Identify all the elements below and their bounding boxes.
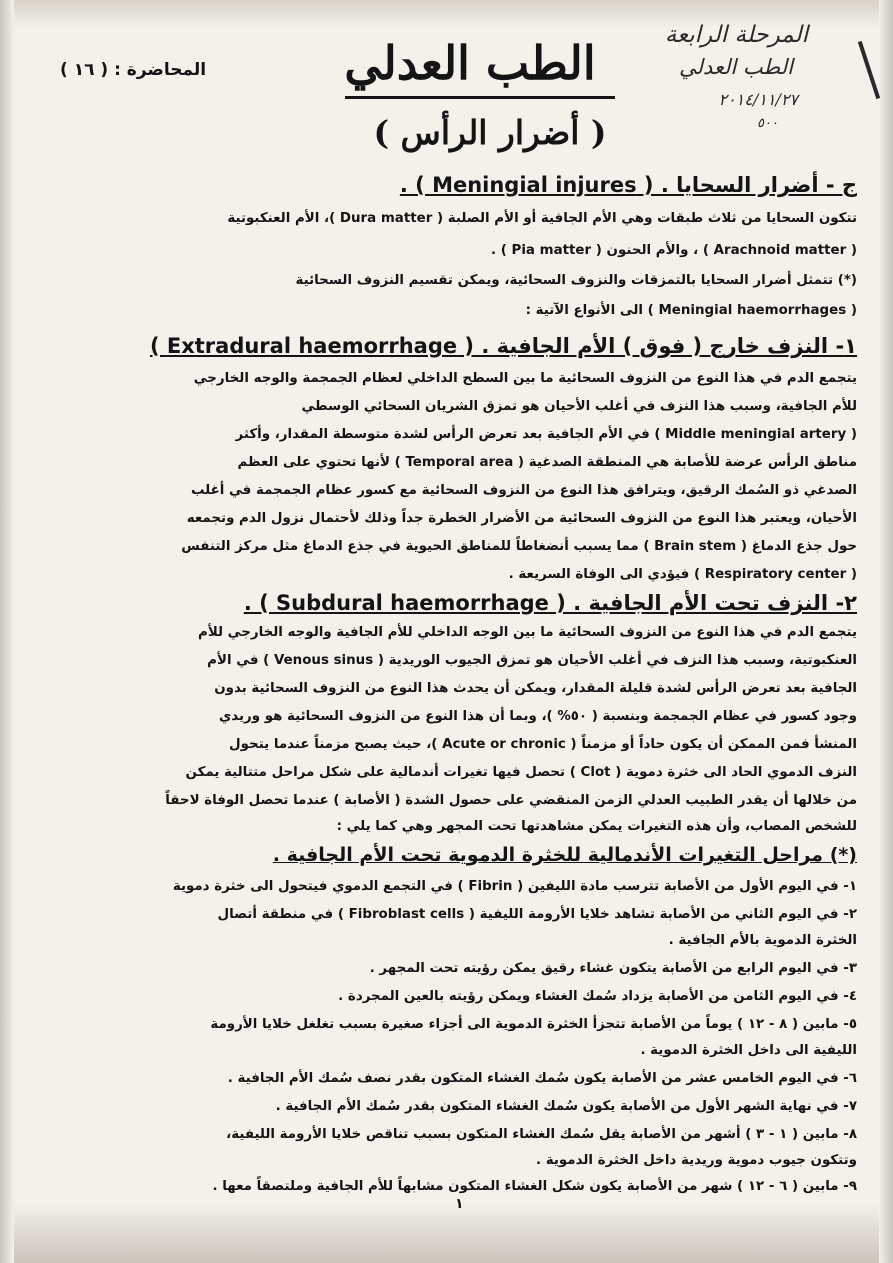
paragraph-line: ( Meningial haemorrhages ) الى الأنواع الآتية :	[525, 303, 857, 318]
scan-shadow-bottom	[0, 1203, 893, 1263]
handwritten-date: ٢٠١٤/١١/٢٧	[718, 90, 798, 109]
page-number: ١	[455, 1196, 464, 1212]
section-heading-extradural: ١- النزف خارج ( فوق ) الأم الجافية . ( Extradural haemorrhage )	[149, 334, 857, 358]
list-item: الليفية الى داخل الخثرة الدموية .	[640, 1043, 857, 1058]
list-item: ٤- في اليوم الثامن من الأصابة يزداد سُمك الغشاء ويمكن رؤيته بالعين المجردة .	[338, 989, 857, 1004]
paragraph-line: للأم الجافية، وسبب هذا النزف في أغلب الأحيان هو تمزق الشريان السحائي الوسطي	[301, 399, 857, 414]
list-item: ٧- في نهاية الشهر الأول من الأصابة يكون سُمك الغشاء المتكون بقدر سُمك الأم الجافية .	[275, 1099, 857, 1114]
paragraph-line: الجافية بعد تعرض الرأس لشدة قليلة المقدار، ويمكن أن يحدث هذا النوع من النزوف السحائية بدون	[214, 681, 857, 696]
title-underline	[345, 96, 615, 99]
paragraph-line: المنشأ فمن الممكن أن يكون حاداً أو مزمناً ( Acute or chronic )، حيث يصبح مزمناً عندما يتحول	[229, 737, 857, 752]
paragraph-line: ( Middle meningial artery ) في الأم الجافية بعد تعرض الرأس لشدة متوسطة المقدار، وأكثر	[235, 427, 857, 442]
handwritten-stage: المرحلة الرابعة	[664, 22, 808, 48]
section-heading-healing-stages: (*) مراحل التغيرات الأندمالية للخثرة الدموية تحت الأم الجافية .	[272, 844, 857, 866]
list-item: ١- في اليوم الأول من الأصابة تترسب مادة الليفين ( Fibrin ) في التجمع الدموي فيتحول الى خثرة دموية	[172, 879, 857, 894]
section-heading-subdural: ٢- النزف تحت الأم الجافية . ( Subdural haemorrhage ) .	[243, 591, 857, 615]
lecture-number: المحاضرة : ( ١٦ )	[60, 60, 207, 80]
paragraph-line: مناطق الرأس عرضة للأصابة هي المنطقة الصدغية ( Temporal area ) لأنها تحتوي على العظم	[237, 455, 857, 470]
list-item: وتتكون جيوب دموية وريدية داخل الخثرة الدموية .	[536, 1153, 857, 1168]
list-item: الخثرة الدموية بالأم الجافية .	[668, 933, 857, 948]
paragraph-line: الأحيان، ويعتبر هذا النوع من النزوف السحائية من الأضرار الخطرة جداً وذلك لأحتمال نزول الدم وتجمعه	[186, 511, 857, 526]
paragraph-line: يتجمع الدم في هذا النوع من النزوف السحائية ما بين السطح الداخلي لعظام الجمجمة والوجه الخارجي	[193, 371, 857, 386]
paragraph-line: من خلالها أن يقدر الطبيب العدلي الزمن المنقضي على حصول الشدة ( الأصابة ) عندما تحصل الوفاة لاحقاً	[165, 793, 857, 808]
handwritten-stroke	[858, 41, 880, 99]
paragraph-line: العنكبوتية، وسبب هذا النزف في أغلب الأحيان هو تمزق الجيوب الوريدية ( Venous sinus ) في الأم	[207, 653, 857, 668]
paragraph-line: ( Arachnoid matter ) ، والأم الحنون ( Pia matter ) .	[490, 243, 857, 258]
list-item: ٩- مابين ( ٦ - ١٢ ) شهر من الأصابة يكون شكل الغشاء المتكون مشابهاً للأم الجافية وملتصقاً معها .	[212, 1179, 857, 1194]
section-heading-meningial: ج - أضرار السحايا . ( Meningial injures ) .	[399, 173, 857, 197]
page-title: الطب العدلي	[344, 36, 596, 90]
paragraph-line: يتجمع الدم في هذا النوع من النزوف السحائية ما بين الوجه الداخلي للأم الجافية والوجه الخارجي للأم	[198, 625, 857, 640]
paragraph-line: الصدغي ذو السُمك الرقيق، ويترافق هذا النوع من النزوف السحائية مع كسور عظام الجمجمة في أغلب	[190, 483, 857, 498]
list-item: ٣- في اليوم الرابع من الأصابة يتكون غشاء رقيق يمكن رؤيته تحت المجهر .	[369, 961, 857, 976]
scan-edge-right	[879, 0, 893, 1263]
paragraph-line: (*) تتمثل أضرار السحايا بالتمزقات والنزوف السحائية، ويمكن تقسيم النزوف السحائية	[295, 273, 857, 288]
paragraph-line: حول جذع الدماغ ( Brain stem ) مما يسبب أنضغاطاً للمناطق الحيوية في جذع الدماغ مثل مركز التنفس	[181, 539, 857, 554]
paragraph-line: ( Respiratory center ) فيؤدي الى الوفاة السريعة .	[508, 567, 857, 582]
paragraph-line: تتكون السحايا من ثلاث طبقات وهي الأم الجافية أو الأم الصلبة ( Dura matter )، الأم العنكبوتية	[227, 211, 857, 226]
handwritten-subject: الطب العدلي	[678, 55, 793, 79]
list-item: ٢- في اليوم الثاني من الأصابة تشاهد خلايا الأرومة الليفية ( Fibroblast cells ) في منطقة أتصال	[217, 907, 857, 922]
list-item: ٦- في اليوم الخامس عشر من الأصابة يكون سُمك الغشاء المتكون بقدر نصف سُمك الأم الجافية .	[227, 1071, 857, 1086]
list-item: ٨- مابين ( ١ - ٣ ) أشهر من الأصابة يقل سُمك الغشاء المتكون بسبب تناقص خلايا الأرومة الليفية،	[226, 1127, 857, 1142]
paragraph-line: النزف الدموي الحاد الى خثرة دموية ( Clot ) تحصل فيها تغيرات أندمالية على شكل مراحل متتالية يمكن	[185, 765, 857, 780]
scan-edge-left	[0, 0, 14, 1263]
paragraph-line: للشخص المصاب، وأن هذه التغيرات يمكن مشاهدتها تحت المجهر وهي كما يلي :	[336, 819, 857, 834]
paragraph-line: وجود كسور في عظام الجمجمة وبنسبة ( ٥٠% )، وبما أن هذا النوع من النزوف السحائية هو وريدي	[218, 709, 857, 724]
list-item: ٥- مابين ( ٨ - ١٢ ) يوماً من الأصابة تتجزأ الخثرة الدموية الى أجزاء صغيرة بسبب تغلغل خلايا الأرومة	[210, 1017, 857, 1032]
handwritten-number: ٥٠٠	[757, 116, 778, 131]
page-subtitle: ( أضرار الرأس )	[373, 113, 607, 152]
